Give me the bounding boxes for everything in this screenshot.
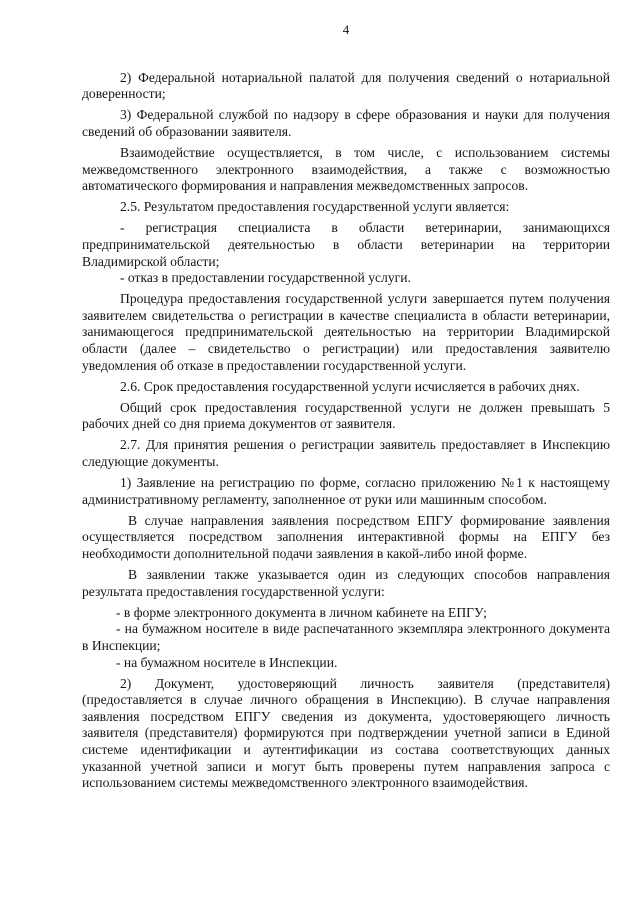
paragraph-result-methods: В заявлении также указывается один из следующих способов направления результата предоставления государственной услуги:	[82, 567, 610, 599]
list-item-paper: - на бумажном носителе в Инспекции.	[116, 654, 338, 670]
document-page	[82, 22, 610, 796]
paragraph-section-2-5: 2.5. Результатом предоставления государственной услуги является:	[120, 199, 510, 215]
paragraph-section-2-7: 2.7. Для принятия решения о регистрации заявитель предоставляет в Инспекцию следующие документы.	[82, 437, 610, 470]
paragraph-procedure: Процедура предоставления государственной услуги завершается путем получения заявителем свидетельства о регистрации в качестве специалиста в области ветеринарии, занимающегося предпринимательской деятельностью на территории Владимирской области (далее – свидетельство о регистрации) или предоставления заявителю уведомления об отказе в предоставлении государственной услуги.	[82, 291, 610, 373]
list-item-refusal: - отказ в предоставлении государственной услуги.	[120, 270, 411, 286]
paragraph-education-service: 3) Федеральной службой по надзору в сфере образования и науки для получения сведений об образовании заявителя.	[82, 107, 610, 139]
paragraph-notary-chamber: 2) Федеральной нотариальной палатой для получения сведений о нотариальной доверенности;	[82, 69, 610, 102]
paragraph-identity-document: 2) Документ, удостоверяющий личность заявителя (представителя) (предоставляется в случае личного обращения в Инспекцию). В случае направления заявления посредством ЕПГУ сведения из документа, удостоверяющего личность заявителя (представителя) формируются при подтверждении учетной записи в Единой системе идентификации и аутентификации из состава соответствующих данных указанной учетной записи и могут быть проверены путем направления запроса с использованием системы межведомственного электронного взаимодействия.	[82, 675, 610, 791]
paragraph-epgu-application: В случае направления заявления посредством ЕПГУ формирование заявления осуществляется посредством заполнения интерактивной формы на ЕПГУ без необходимости дополнительной подачи заявления в какой-либо иной форме.	[82, 512, 610, 562]
paragraph-application: 1) Заявление на регистрацию по форме, согласно приложению №1 к настоящему административному регламенту, заполненное от руки или машинным способом.	[82, 475, 610, 507]
list-item-electronic: - в форме электронного документа в личном кабинете на ЕПГУ;	[116, 604, 487, 620]
paragraph-interaction: Взаимодействие осуществляется, в том числе, с использованием системы межведомственного электронного взаимодействия, а также с возможностью автоматического формирования и направления межведомственных запросов.	[82, 144, 610, 194]
list-item-printed-copy: - на бумажном носителе в виде распечатанного экземпляра электронного документа в Инспекции;	[82, 621, 610, 653]
page-number: 4	[342, 22, 350, 37]
list-item-registration: - регистрация специалиста в области ветеринарии, занимающихся предпринимательской деятельностью в области ветеринарии на территории Владимирской области;	[82, 220, 610, 269]
paragraph-section-2-6: 2.6. Срок предоставления государственной услуги исчисляется в рабочих днях.	[120, 378, 580, 394]
paragraph-total-term: Общий срок предоставления государственной услуги не должен превышать 5 рабочих дней со дня приема документов от заявителя.	[82, 399, 610, 432]
